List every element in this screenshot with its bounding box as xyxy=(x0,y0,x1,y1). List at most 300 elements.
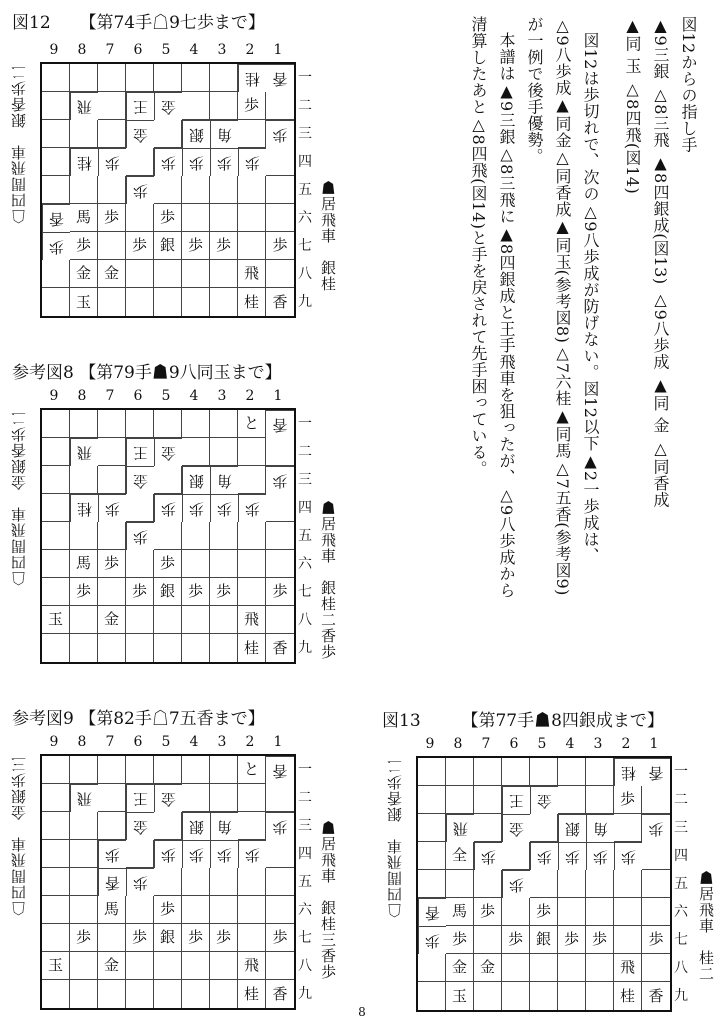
gote-piece: 金 xyxy=(154,438,182,466)
gote-piece: 歩 xyxy=(182,840,210,868)
board-square xyxy=(42,980,70,1008)
gote-piece: 金 xyxy=(126,812,154,840)
board-square xyxy=(418,954,446,982)
gote-piece: 歩 xyxy=(154,148,182,176)
file-label: 5 xyxy=(537,736,547,752)
gote-piece: 歩 xyxy=(210,148,238,176)
gote-hand: ☖四間飛車 金銀香歩二 xyxy=(10,410,28,586)
rank-label: 一 xyxy=(298,416,312,432)
board-square xyxy=(42,120,70,148)
board-square xyxy=(70,868,98,896)
gote-piece: 王 xyxy=(126,438,154,466)
board-square xyxy=(182,204,210,232)
file-label: 6 xyxy=(133,42,143,58)
board-square xyxy=(154,980,182,1008)
board-square xyxy=(182,92,210,120)
sente-piece: 香 xyxy=(272,638,288,657)
board-square xyxy=(98,756,126,784)
board-square xyxy=(98,924,126,952)
sente-piece: 歩 xyxy=(474,898,502,926)
rank-label: 五 xyxy=(298,874,312,890)
board-square xyxy=(210,606,238,634)
gote-piece: 歩 xyxy=(238,148,266,176)
board-square xyxy=(70,606,98,634)
rank-label: 六 xyxy=(298,556,312,572)
board-square xyxy=(182,606,210,634)
board-square xyxy=(126,896,154,924)
file-label: 2 xyxy=(245,388,255,404)
file-labels xyxy=(40,42,292,58)
diagram-label: 参考図8 xyxy=(12,363,74,383)
board-square xyxy=(70,840,98,868)
board-square xyxy=(98,578,126,606)
board-square xyxy=(642,954,670,982)
sente-piece: 歩 xyxy=(266,232,294,260)
board-square xyxy=(126,64,154,92)
board-square xyxy=(42,634,70,662)
board-square xyxy=(42,896,70,924)
gote-piece: 歩 xyxy=(502,870,530,898)
board-square xyxy=(182,288,210,316)
file-labels xyxy=(416,736,668,752)
board-square xyxy=(42,288,70,316)
file-label: 8 xyxy=(77,388,87,404)
gote-piece: 歩 xyxy=(418,926,446,954)
board-square xyxy=(418,786,446,814)
text-line: 本譜は▲9三銀△8三飛に▲8四銀成と王手飛車を狙ったが、△9八歩成から xyxy=(497,32,516,599)
gote-piece: 桂 xyxy=(70,494,98,522)
board-square xyxy=(266,92,294,120)
gote-piece: 歩 xyxy=(126,522,154,550)
sente-piece: 香 xyxy=(272,984,288,1003)
board-square xyxy=(558,786,586,814)
text-line: ▲9三銀 △8三飛 ▲8四銀成(図13) △9八歩成 ▲同 金 △同香成 xyxy=(651,16,670,509)
board-square xyxy=(210,438,238,466)
board-square xyxy=(266,550,294,578)
rank-label: 七 xyxy=(298,584,312,600)
sente-hand: ☗居飛車 銀桂三香歩 xyxy=(319,820,337,980)
board-square xyxy=(266,896,294,924)
sente-piece: 歩 xyxy=(154,896,182,924)
board-square xyxy=(98,288,126,316)
gote-piece: 角 xyxy=(210,812,238,840)
gote-piece: 香 xyxy=(42,204,70,232)
board-square xyxy=(210,634,238,662)
rank-labels xyxy=(296,756,314,1008)
board-square xyxy=(502,954,530,982)
file-labels xyxy=(40,734,292,750)
rank-label: 四 xyxy=(674,848,688,864)
sente-piece: 歩 xyxy=(502,926,530,954)
sente-piece: 玉 xyxy=(42,606,70,634)
board-square xyxy=(530,814,558,842)
board-square xyxy=(98,784,126,812)
board-square xyxy=(586,758,614,786)
board-square xyxy=(42,494,70,522)
board-square xyxy=(42,92,70,120)
sente-piece: 歩 xyxy=(154,204,182,232)
board-square xyxy=(154,260,182,288)
board-square xyxy=(154,288,182,316)
sente-piece: 歩 xyxy=(98,204,126,232)
gote-piece: 香 xyxy=(266,64,294,92)
sente-piece: 歩 xyxy=(210,232,238,260)
board-square xyxy=(418,814,446,842)
board-square xyxy=(42,812,70,840)
board-square xyxy=(238,896,266,924)
diagram-label: 図12 xyxy=(12,13,51,33)
board-square xyxy=(474,870,502,898)
file-label: 3 xyxy=(217,42,227,58)
board-square xyxy=(210,896,238,924)
sente-piece: 歩 xyxy=(98,550,126,578)
gote-piece: 王 xyxy=(126,92,154,120)
board-square xyxy=(154,868,182,896)
board-square xyxy=(238,232,266,260)
board-square xyxy=(182,756,210,784)
board-square xyxy=(70,410,98,438)
sente-piece: 玉 xyxy=(446,982,474,1010)
board-square xyxy=(42,840,70,868)
board-square xyxy=(586,870,614,898)
file-label: 8 xyxy=(453,736,463,752)
rank-label: 六 xyxy=(298,210,312,226)
rank-label: 一 xyxy=(298,762,312,778)
rank-label: 七 xyxy=(674,932,688,948)
diagram-fig12 xyxy=(0,0,380,330)
gote-piece: 歩 xyxy=(266,812,294,840)
board-square xyxy=(98,92,126,120)
rank-label: 九 xyxy=(674,988,688,1004)
sente-piece: 桂 xyxy=(238,288,266,316)
rank-label: 五 xyxy=(674,876,688,892)
board-square xyxy=(182,634,210,662)
board-square xyxy=(530,954,558,982)
board-square xyxy=(558,870,586,898)
sente-piece: 歩 xyxy=(126,578,154,606)
sente-piece: 金 xyxy=(70,260,98,288)
board-square xyxy=(266,260,294,288)
board-square xyxy=(154,812,182,840)
commentary xyxy=(464,16,702,599)
gote-piece: 歩 xyxy=(614,842,642,870)
sente-piece: 歩 xyxy=(642,926,670,954)
rank-label: 七 xyxy=(298,238,312,254)
board-square xyxy=(530,870,558,898)
sente-piece: 歩 xyxy=(210,924,238,952)
board-square xyxy=(70,466,98,494)
board-square xyxy=(126,410,154,438)
file-label: 7 xyxy=(105,734,115,750)
text-line: が一例で後手優勢。 xyxy=(525,16,544,165)
board-square xyxy=(474,814,502,842)
board-square xyxy=(154,606,182,634)
text-line: △9八歩成▲同金△同香成▲同玉(参考図8)△7六桂▲同馬△7五香(参考図9) xyxy=(553,16,572,596)
diagram-caption: 【第79手☗9八同玉まで】 xyxy=(79,363,282,383)
board-square xyxy=(126,288,154,316)
gote-piece: 歩 xyxy=(266,466,294,494)
board-square xyxy=(154,466,182,494)
board-square xyxy=(642,870,670,898)
board-square xyxy=(642,786,670,814)
rank-label: 七 xyxy=(298,930,312,946)
gote-piece: 歩 xyxy=(182,494,210,522)
board-square xyxy=(154,410,182,438)
board-square xyxy=(238,176,266,204)
board-square xyxy=(126,952,154,980)
board-square xyxy=(210,784,238,812)
board-square xyxy=(502,898,530,926)
diagram-caption: 【第77手☗8四銀成まで】 xyxy=(461,711,664,731)
board-square xyxy=(126,634,154,662)
gote-piece: 歩 xyxy=(42,232,70,260)
gote-piece: 王 xyxy=(502,786,530,814)
sente-piece: 歩 xyxy=(182,924,210,952)
file-label: 5 xyxy=(161,734,171,750)
sente-piece: と xyxy=(238,410,266,438)
rank-label: 八 xyxy=(298,266,312,282)
gote-hand: ☖四間飛車 銀香歩二 xyxy=(386,758,404,918)
board-square xyxy=(182,260,210,288)
board-square xyxy=(98,410,126,438)
board-square xyxy=(642,898,670,926)
board-square xyxy=(238,550,266,578)
sente-piece: 金 xyxy=(474,954,502,982)
gote-piece: 歩 xyxy=(642,814,670,842)
board-square xyxy=(42,410,70,438)
board-square xyxy=(98,232,126,260)
gote-piece: 歩 xyxy=(586,842,614,870)
board-square xyxy=(70,756,98,784)
board-square xyxy=(182,64,210,92)
gote-piece: 銀 xyxy=(558,814,586,842)
gote-piece: 角 xyxy=(210,466,238,494)
shogi-board xyxy=(416,756,672,1012)
board-square xyxy=(70,176,98,204)
gote-piece: 歩 xyxy=(126,868,154,896)
gote-piece: 香 xyxy=(266,756,294,784)
board-square xyxy=(210,260,238,288)
sente-piece: 飛 xyxy=(614,954,642,982)
file-label: 4 xyxy=(189,42,199,58)
board-square xyxy=(210,550,238,578)
gote-piece: 飛 xyxy=(70,438,98,466)
board-square xyxy=(266,148,294,176)
gote-piece: 歩 xyxy=(558,842,586,870)
gote-piece: 歩 xyxy=(210,494,238,522)
file-label: 1 xyxy=(273,734,283,750)
board-square xyxy=(182,896,210,924)
file-label: 6 xyxy=(133,734,143,750)
board-square xyxy=(238,578,266,606)
gote-piece: 飛 xyxy=(70,784,98,812)
board-square xyxy=(266,868,294,896)
board-square xyxy=(42,756,70,784)
board-square xyxy=(238,522,266,550)
rank-label: 二 xyxy=(298,98,312,114)
diagram-title xyxy=(12,8,265,33)
rank-label: 一 xyxy=(674,764,688,780)
board-square xyxy=(126,204,154,232)
board-square xyxy=(614,814,642,842)
gote-piece: 歩 xyxy=(154,840,182,868)
board-square xyxy=(42,466,70,494)
board-square xyxy=(210,176,238,204)
sente-piece: 玉 xyxy=(70,288,98,316)
gote-piece: 歩 xyxy=(210,840,238,868)
file-label: 1 xyxy=(273,388,283,404)
gote-piece: 歩 xyxy=(126,176,154,204)
file-label: 8 xyxy=(77,42,87,58)
file-label: 2 xyxy=(245,42,255,58)
board-square xyxy=(266,176,294,204)
file-label: 6 xyxy=(133,388,143,404)
board-square xyxy=(446,786,474,814)
board-square xyxy=(418,870,446,898)
file-label: 3 xyxy=(217,734,227,750)
board-square xyxy=(182,980,210,1008)
board-square xyxy=(70,522,98,550)
board-square xyxy=(182,784,210,812)
sente-piece: 銀 xyxy=(154,232,182,260)
page-number: 8 xyxy=(358,1005,366,1019)
sente-piece: 歩 xyxy=(70,578,98,606)
board-square xyxy=(182,176,210,204)
sente-piece: 歩 xyxy=(126,924,154,952)
board-square xyxy=(586,786,614,814)
board-square xyxy=(474,786,502,814)
gote-piece: 歩 xyxy=(98,148,126,176)
gote-piece: 金 xyxy=(530,786,558,814)
file-label: 6 xyxy=(509,736,519,752)
text-line: 清算したあと△8四飛(図14)と手を戻されて先手困っている。 xyxy=(469,16,488,478)
rank-label: 三 xyxy=(674,820,688,836)
file-label: 1 xyxy=(273,42,283,58)
sente-piece: 銀 xyxy=(154,924,182,952)
board-square xyxy=(210,92,238,120)
board-square xyxy=(182,522,210,550)
board-square xyxy=(266,522,294,550)
sente-piece: 歩 xyxy=(530,898,558,926)
shogi-board xyxy=(40,408,296,664)
gote-piece: 香 xyxy=(642,758,670,786)
board-square xyxy=(42,438,70,466)
board-square xyxy=(238,438,266,466)
board-square xyxy=(266,606,294,634)
gote-piece: 銀 xyxy=(182,120,210,148)
sente-piece: 歩 xyxy=(126,232,154,260)
gote-piece: 金 xyxy=(502,814,530,842)
board-square xyxy=(502,758,530,786)
board-square xyxy=(42,924,70,952)
board-square xyxy=(238,868,266,896)
rank-label: 二 xyxy=(674,792,688,808)
gote-piece: 金 xyxy=(126,120,154,148)
gote-piece: 歩 xyxy=(530,842,558,870)
gote-piece: 歩 xyxy=(98,494,126,522)
board-square xyxy=(182,868,210,896)
gote-piece: 飛 xyxy=(446,814,474,842)
gote-piece: 銀 xyxy=(182,466,210,494)
sente-piece: 歩 xyxy=(182,578,210,606)
file-label: 9 xyxy=(49,388,59,404)
gote-piece: 銀 xyxy=(182,812,210,840)
diagram-ref9 xyxy=(0,700,380,1010)
rank-label: 四 xyxy=(298,846,312,862)
board-square xyxy=(42,522,70,550)
file-label: 5 xyxy=(161,42,171,58)
board-square xyxy=(70,812,98,840)
sente-piece: 金 xyxy=(446,954,474,982)
board-square xyxy=(210,868,238,896)
board-square xyxy=(42,868,70,896)
gote-piece: 桂 xyxy=(238,64,266,92)
file-label: 7 xyxy=(105,388,115,404)
gote-piece: 歩 xyxy=(238,840,266,868)
file-label: 7 xyxy=(105,42,115,58)
diagram-caption: 【第74手☖9七歩まで】 xyxy=(79,13,265,33)
sente-piece: 歩 xyxy=(266,924,294,952)
board-square xyxy=(98,634,126,662)
shogi-board xyxy=(40,62,296,318)
board-square xyxy=(586,898,614,926)
text-line: 図12は歩切れで、次の△9八歩成が防げない。図12以下▲2一歩成は、 xyxy=(581,32,600,565)
rank-label: 九 xyxy=(298,986,312,1002)
board-square xyxy=(182,550,210,578)
gote-piece: 王 xyxy=(126,784,154,812)
gote-piece: 桂 xyxy=(614,758,642,786)
sente-piece: 歩 xyxy=(446,926,474,954)
gote-piece: 香 xyxy=(98,868,126,896)
board-square xyxy=(210,952,238,980)
board-square xyxy=(98,466,126,494)
board-square xyxy=(614,870,642,898)
board-square xyxy=(238,466,266,494)
board-square xyxy=(154,952,182,980)
diagram-ref8 xyxy=(0,350,380,680)
board-square xyxy=(238,924,266,952)
gote-hand: ☖四間飛車 金銀歩三 xyxy=(10,756,28,916)
board-square xyxy=(210,204,238,232)
board-square xyxy=(446,870,474,898)
diagram-title xyxy=(12,704,265,729)
rank-labels xyxy=(296,64,314,316)
board-square xyxy=(98,120,126,148)
sente-piece: 飛 xyxy=(238,952,266,980)
diagram-caption: 【第82手☖7五香まで】 xyxy=(79,709,265,729)
gote-piece: 歩 xyxy=(182,148,210,176)
board-square xyxy=(182,438,210,466)
board-square xyxy=(126,550,154,578)
board-square xyxy=(210,756,238,784)
gote-piece: 金 xyxy=(126,466,154,494)
gote-piece: 金 xyxy=(154,92,182,120)
board-square xyxy=(182,410,210,438)
gote-piece: 角 xyxy=(586,814,614,842)
board-square xyxy=(238,120,266,148)
sente-piece: 歩 xyxy=(70,924,98,952)
sente-piece: と xyxy=(238,756,266,784)
diagram-fig13 xyxy=(370,700,724,1010)
sente-piece: 歩 xyxy=(210,578,238,606)
sente-hand: ☗居飛車 銀桂二香歩 xyxy=(319,500,337,660)
board-square xyxy=(614,926,642,954)
rank-label: 八 xyxy=(298,612,312,628)
board-square xyxy=(98,64,126,92)
board-square xyxy=(474,926,502,954)
gote-piece: 歩 xyxy=(474,842,502,870)
board-square xyxy=(42,64,70,92)
